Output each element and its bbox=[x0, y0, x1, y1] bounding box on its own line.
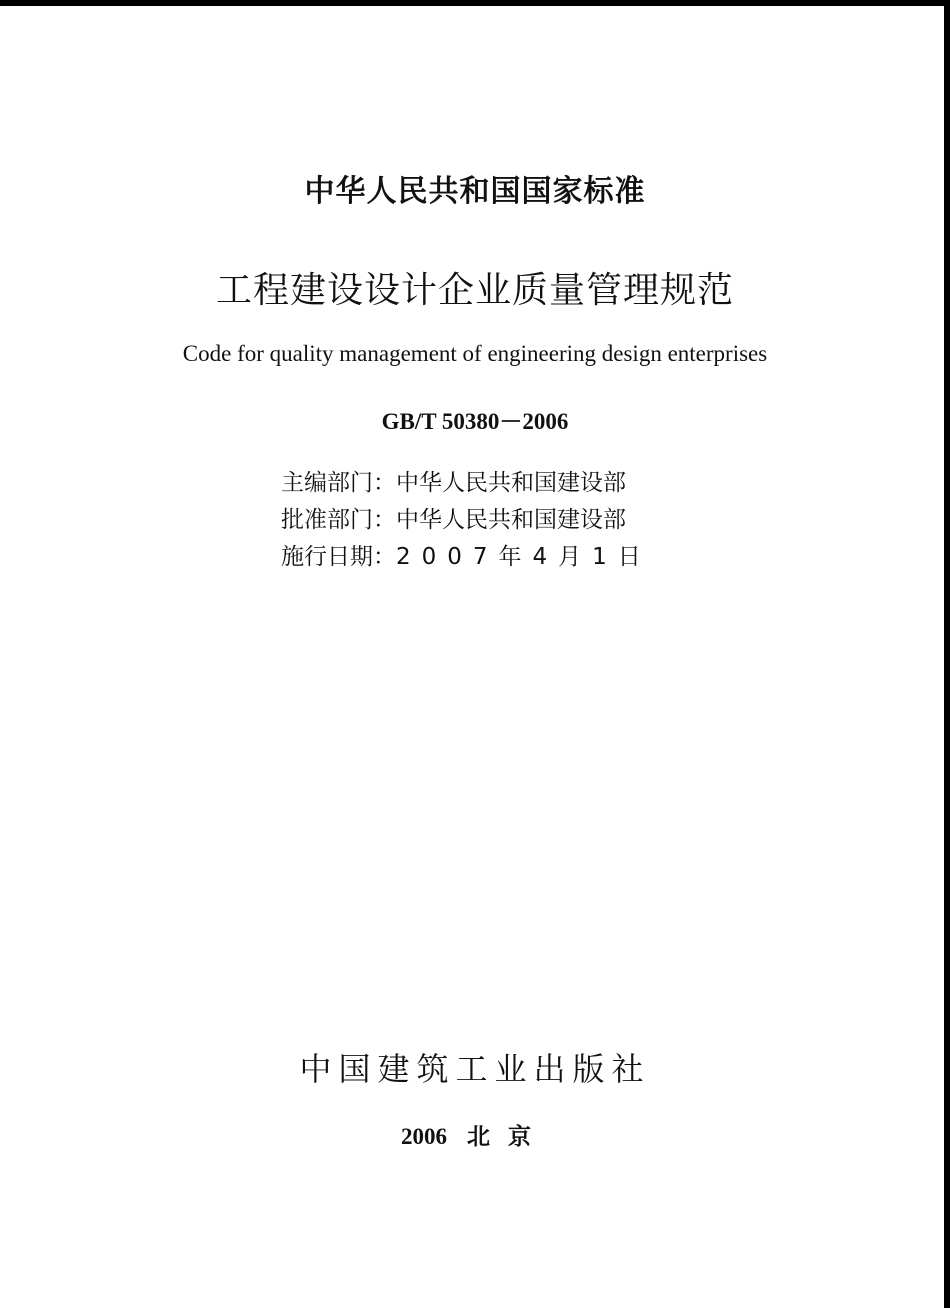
document-info bbox=[281, 465, 701, 576]
approver-row bbox=[281, 502, 701, 539]
approver-label: 批准部门： bbox=[281, 507, 396, 533]
document-title-english: Code for quality management of engineering design enterprises bbox=[182, 341, 768, 366]
editor-label: 主编部门： bbox=[281, 470, 396, 496]
document-title: 工程建设设计企业质量管理规范 bbox=[215, 270, 734, 311]
publication-line bbox=[0, 1118, 950, 1151]
publication-city: 北京 bbox=[467, 1124, 549, 1149]
effective-date-label: 施行日期： bbox=[281, 544, 396, 570]
scan-edge-top bbox=[0, 0, 950, 6]
publisher-name: 中国建筑工业出版社 bbox=[299, 1050, 651, 1088]
publication-year: 2006 bbox=[401, 1124, 447, 1149]
editor-row bbox=[281, 465, 701, 502]
effective-date-row bbox=[281, 539, 701, 576]
effective-date-value: 2007年4月1日 bbox=[396, 544, 652, 570]
approver-value: 中华人民共和国建设部 bbox=[396, 507, 626, 533]
editor-value: 中华人民共和国建设部 bbox=[396, 470, 626, 496]
standard-code: GB/T 50380－2006 bbox=[381, 409, 569, 434]
standard-category: 中华人民共和国国家标准 bbox=[304, 174, 646, 209]
